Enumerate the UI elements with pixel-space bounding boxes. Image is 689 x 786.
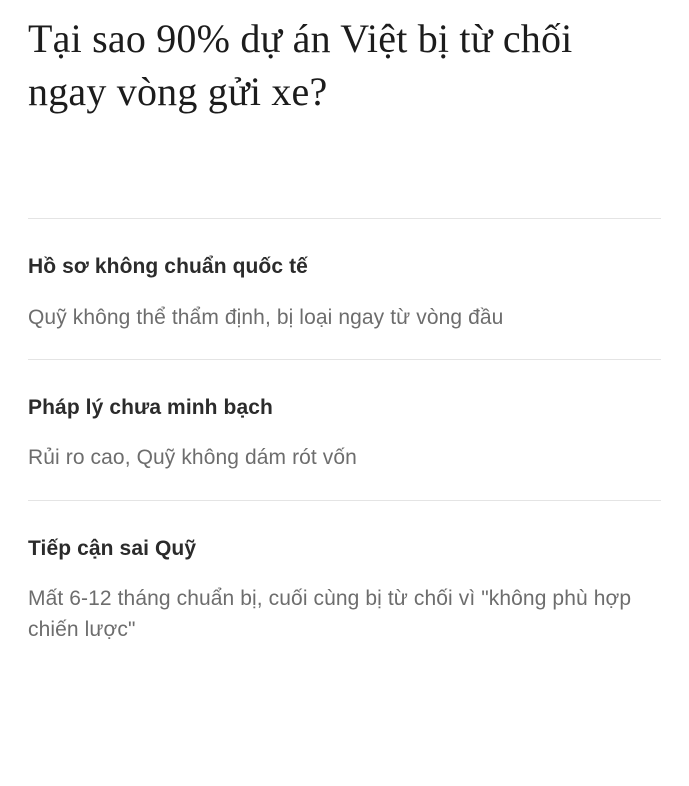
list-item-title: Pháp lý chưa minh bạch [28, 396, 273, 420]
list-item [28, 500, 661, 671]
list-item-title: Hồ sơ không chuẩn quốc tế [28, 255, 308, 279]
list-item [28, 218, 661, 359]
list-item-description: Quỹ không thể thẩm định, bị loại ngay từ vòng đầu [28, 305, 504, 329]
headline-spacer [28, 118, 661, 218]
page-title: Tại sao 90% dự án Việt bị từ chối ngay vòng gửi xe? [28, 16, 573, 115]
list-item-description: Mất 6-12 tháng chuẩn bị, cuối cùng bị từ chối vì "không phù hợp chiến lược" [28, 587, 632, 641]
reason-list [28, 218, 661, 671]
list-item-description: Rủi ro cao, Quỹ không dám rót vốn [28, 446, 357, 470]
list-item-title: Tiếp cận sai Quỹ [28, 536, 197, 560]
list-item [28, 359, 661, 500]
